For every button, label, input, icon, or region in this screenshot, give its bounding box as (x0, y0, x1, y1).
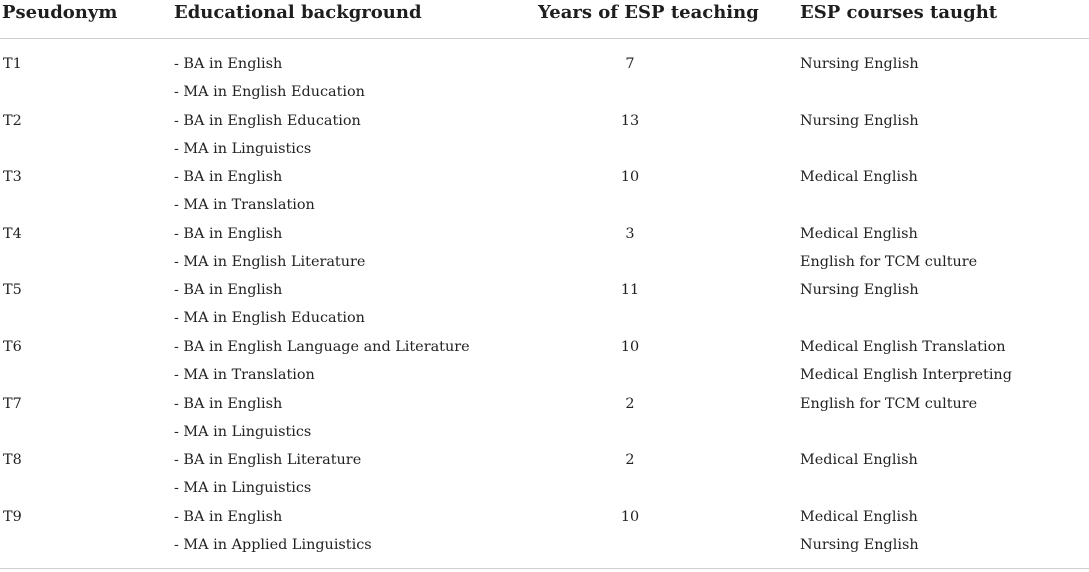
ma-degree-cell: - MA in English Literature (174, 253, 366, 270)
course-cell-secondary: English for TCM culture (800, 253, 978, 270)
table-row (0, 39, 1089, 100)
course-cell: Medical English (800, 508, 918, 525)
ba-degree-cell: - BA in English (174, 225, 283, 242)
pseudonym-cell: T7 (3, 395, 22, 412)
years-cell: 2 (625, 452, 635, 469)
ba-degree-cell: - BA in English (174, 395, 283, 412)
table-row (0, 379, 1089, 440)
table-row (0, 322, 1089, 383)
ma-degree-cell: - MA in Linguistics (174, 140, 312, 157)
course-cell-secondary: Nursing English (800, 536, 919, 553)
pseudonym-cell: T6 (3, 339, 22, 355)
years-cell: 2 (625, 395, 635, 412)
table-body (0, 39, 1089, 570)
header-educational-background: Educational background (174, 2, 422, 23)
table-row (0, 492, 1089, 553)
ma-degree-cell: - MA in Translation (174, 367, 315, 383)
course-cell: Medical English (800, 452, 918, 469)
pseudonym-cell: T3 (3, 169, 22, 186)
table-row (0, 265, 1089, 327)
ma-degree-cell: - MA in Translation (174, 197, 315, 214)
ma-degree-cell: - MA in English Education (174, 84, 365, 100)
table-row (0, 209, 1089, 270)
ma-degree-cell: - MA in Linguistics (174, 480, 312, 497)
pseudonym-cell: T2 (3, 112, 22, 129)
header-years-of-esp-teaching: Years of ESP teaching (538, 2, 759, 23)
header-esp-courses-taught: ESP courses taught (800, 2, 998, 23)
pseudonym-cell: T1 (3, 56, 22, 72)
ma-degree-cell: - MA in Applied Linguistics (174, 536, 372, 553)
course-cell: Medical English Translation (800, 339, 1006, 355)
years-cell: 10 (620, 508, 640, 525)
course-cell: English for TCM culture (800, 395, 978, 412)
ba-degree-cell: - BA in English (174, 282, 283, 299)
pseudonym-cell: T5 (3, 282, 22, 299)
course-cell: Nursing English (800, 112, 919, 129)
course-cell: Medical English (800, 225, 918, 242)
ba-degree-cell: - BA in English (174, 169, 283, 186)
years-cell: 11 (620, 282, 640, 299)
ma-degree-cell: - MA in English Education (174, 310, 365, 327)
course-cell-secondary: Medical English Interpreting (800, 367, 1012, 383)
pseudonym-cell: T9 (3, 508, 22, 525)
pseudonym-cell: T4 (3, 225, 22, 242)
table-header (0, 0, 1089, 39)
course-cell: Nursing English (800, 56, 919, 72)
ba-degree-cell: - BA in English Language and Literature (174, 339, 470, 355)
table-bottom-divider (0, 568, 1089, 569)
years-cell: 10 (620, 339, 640, 355)
ba-degree-cell: - BA in English Literature (174, 452, 362, 469)
course-cell: Nursing English (800, 282, 919, 299)
years-cell: 7 (625, 56, 635, 72)
table-row (0, 96, 1089, 157)
years-cell: 13 (620, 112, 640, 129)
years-cell: 10 (620, 169, 640, 186)
table-row (0, 152, 1089, 214)
ba-degree-cell: - BA in English Education (174, 112, 361, 129)
pseudonym-cell: T8 (3, 452, 22, 469)
table-row (0, 435, 1089, 497)
ma-degree-cell: - MA in Linguistics (174, 423, 312, 440)
ba-degree-cell: - BA in English (174, 56, 283, 72)
years-cell: 3 (625, 225, 635, 242)
header-pseudonym: Pseudonym (2, 2, 118, 23)
course-cell: Medical English (800, 169, 918, 186)
ba-degree-cell: - BA in English (174, 508, 283, 525)
